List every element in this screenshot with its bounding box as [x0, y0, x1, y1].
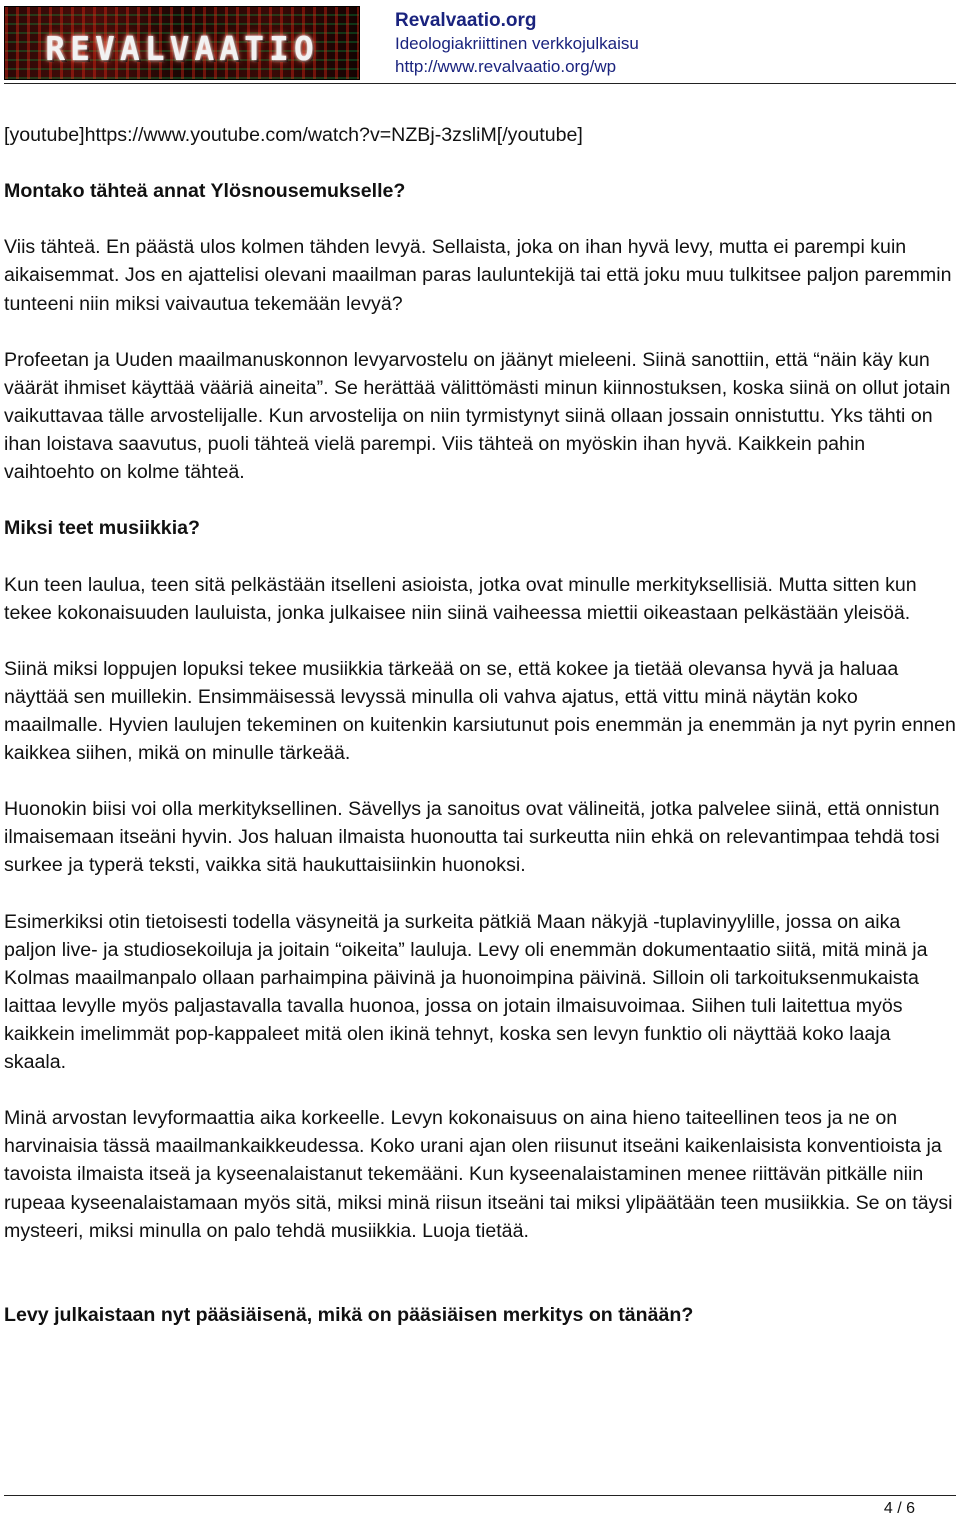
site-subtitle: Ideologiakriittinen verkkojulkaisu: [395, 34, 639, 53]
article-body: [4, 121, 956, 1357]
interview-question: Montako tähteä annat Ylösnousemukselle?: [4, 180, 406, 203]
footer-divider: [4, 1495, 956, 1496]
answer-paragraph: Viis tähteä. En päästä ulos kolmen tähden levyä. Sellaista, joka on ihan hyvä levy, mutta ei parempi kuin aikaisemmat. Jos en ajattelisi olevani maailman paras lauluntekijä tai että joku muu tulkitsee paljon paremmin tunteeni niin miksi vaivautua tekemään levyä?: [4, 236, 952, 315]
answer-paragraph: Esimerkiksi otin tietoisesti todella väsyneitä ja surkeita pätkiä Maan näkyjä -tuplavinyylille, jossa on aika paljon live- ja studiosekoiluja ja joitain “oikeita” lauluja. Levy oli enemmän dokumentaatio siitä, mitä minä ja Kolmas maailmanpalo ollaan parhaimpina päivinä ja huonoimpina päivinä. Silloin oli tarkoituksenmukaista laittaa levylle myös paljastavalla tavalla huonoa, jossa on jotain ilmaisuvoimaa. Siihen tuli laitettua myös kaikkein imelimmät pop-kappaleet mitä olen ikinä tehnyt, koska sen levyn funktio oli näyttää koko laaja skaala.: [4, 910, 928, 1074]
page-number: 4 / 6: [883, 1500, 915, 1517]
answer-paragraph: Huonokin biisi voi olla merkityksellinen. Sävellys ja sanoitus ovat välineitä, jotka palvelee siinä, että onnistun ilmaisemaan itseäni hyvin. Jos haluan ilmaista huonoutta tai surkeutta niin ehkä on relevantimpaa tehdä tosi surkee ja typerä teksti, vaikka sitä haukuttaisiinkin huonoksi.: [4, 798, 940, 877]
answer-paragraph: Profeetan ja Uuden maailmanuskonnon levyarvostelu on jäänyt mieleeni. Siinä sanottiin, että “näin käy kun väärät ihmiset käyttää vääriä aineita”. Se herättää välittömästi minun kiinnostuksen, koska siinä on ollut jotain vaikuttavaa tälle arvostelijalle. Kun arvostelija on niin tyrmistynyt siinä ollaan jossain onnistuttu. Yks tähti on ihan loistava saavutus, puoli tähteä vielä parempi. Viis tähteä on myöskin ihan hyvä. Kaikkein pahin vaihtoehto on kolme tähteä.: [4, 348, 951, 484]
interview-question: Miksi teet musiikkia?: [4, 517, 201, 540]
site-url[interactable]: http://www.revalvaatio.org/wp: [395, 57, 617, 76]
header-divider: [4, 83, 956, 84]
logo-text: REVALVAATIO: [45, 29, 319, 68]
answer-paragraph: Kun teen laulua, teen sitä pelkästään itselleni asioista, jotka ovat minulle merkityksellisiä. Mutta sitten kun tekee kokonaisuuden lauluista, jonka julkaisee niin siinä vaiheessa miettii oikeastaan pelkästään yleisöä.: [4, 573, 917, 624]
interview-question: Levy julkaistaan nyt pääsiäisenä, mikä on pääsiäisen merkitys on tänään?: [4, 1303, 694, 1326]
site-title: Revalvaatio.org: [395, 10, 537, 31]
site-info: [395, 10, 639, 78]
answer-paragraph: Siinä miksi loppujen lopuksi tekee musiikkia tärkeää on se, että kokee ja tietää olevansa hyvä ja haluaa näyttää sen muillekin. Ensimmäisessä levyssä minulla oli vahva ajatus, että vittu minä näytän koko maailmalle. Hyvien laulujen tekeminen on kuitenkin karsiutunut pois enemmän ja enemmän ja nyt pyrin ennen kaikkea siihen, mikä on minulle tärkeää.: [4, 657, 956, 765]
answer-paragraph: Minä arvostan levyformaattia aika korkeelle. Levyn kokonaisuus on aina hieno taiteellinen teos ja ne on harvinaisia tässä maailmankaikkeudessa. Koko urani ajan olen riisunut itseäni kaikenlaisista konventioista ja tavoista ilmaista itseä ja kyseenalaistanut tekemääni. Kun kyseenalaistaminen menee riittävän pitkälle niin rupeaa kyseenalaistamaan myös sitä, miksi minä riisun itseäni tai miksi ylipäätään teen musiikkia. Se on täysi mysteeri, miksi minulla on palo tehdä musiikkia. Luoja tietää.: [4, 1107, 953, 1242]
site-logo[interactable]: [4, 6, 360, 80]
page-header: [4, 6, 956, 82]
youtube-embed-code: [youtube]https://www.youtube.com/watch?v=NZBj-3zsliM[/youtube]: [4, 124, 583, 146]
